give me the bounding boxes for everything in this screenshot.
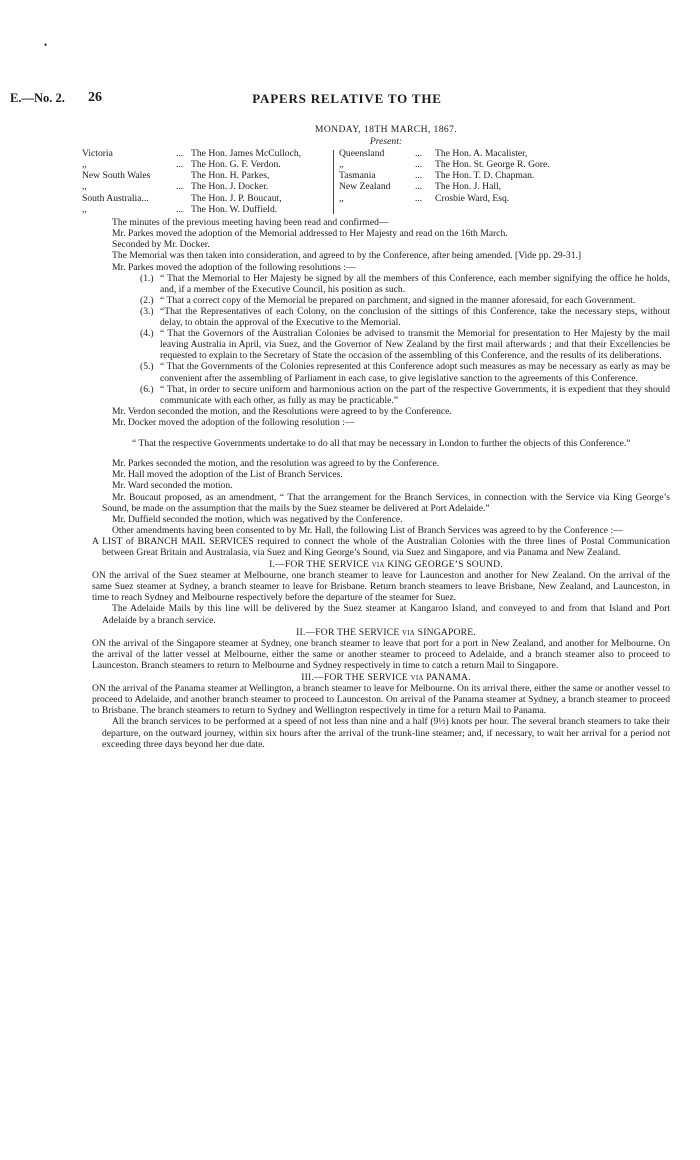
attendee-colony: Victoria (82, 148, 113, 160)
resolution-item (102, 306, 670, 328)
attendee-colony: ,, (339, 159, 344, 171)
resolution-text: “ That the Governments of the Colonies represented at this Conference adopt such measures as may be necessary as early as may be convenient after the assembling of Parliament in each case, to give legislative sanction to the agreements of this Conference. (160, 361, 670, 384)
attendee-name: The Hon. J. P. Boucaut, (191, 192, 282, 204)
page-header (10, 91, 684, 109)
resolution-number: (6.) (140, 383, 154, 395)
attendee-colony: ,, (82, 181, 87, 193)
meeting-date: MONDAY, 18TH MARCH, 1867. (314, 124, 458, 135)
attendee-name: The Hon. T. D. Chapman. (435, 170, 535, 182)
resolution-number: (1.) (140, 272, 154, 284)
attendee-dots: ... (415, 159, 423, 171)
section-heading: I.—FOR THE SERVICE via KING GEORGE’S SOUND. (269, 559, 503, 571)
running-title: PAPERS RELATIVE TO THE (252, 91, 442, 106)
paragraph-boucaut: Mr. Boucaut proposed, as an amendment, “ That the arrangement for the Branch Services, in connection with the Service via King George’s Sound, be made on the assumption that the mails by the Suez steamer be delivered at Port Adelaide.” (102, 491, 670, 514)
attendee-name: The Hon. James McCulloch, (191, 148, 302, 160)
attendee-row (339, 159, 589, 170)
document-reference: E.—No. 2. (10, 91, 65, 105)
resolution-item (102, 384, 670, 406)
resolution-item (102, 295, 670, 306)
paragraph-ward: Mr. Ward seconded the motion. (112, 480, 233, 492)
attendee-colony: ,, (339, 192, 344, 204)
resolution-text: “That the Representatives of each Colony, on the conclusion of the sittings of this Conference, take the necessary steps, without delay, to obtain the approval of the Executive to the Memorial. (160, 305, 670, 329)
present-label: Present: (369, 136, 403, 148)
attendee-colony: ,, (82, 159, 87, 171)
section-paragraph: ON the arrival of the Singapore steamer at Sydney, one branch steamer to leave that port for a port in New Zealand, and another for Melbourne. On the arrival of the latter vessel at Melbourne, either the same or another steamer to proceed to Adelaide, and a branch steamer also to proceed to Launceston. Branch steamers to return to Melbourne and Sydney respectively in time to catch a return Mail to Singapore. (92, 637, 670, 671)
resolution-number: (5.) (140, 361, 154, 373)
attendee-name: The Hon. St. George R. Gore. (435, 159, 550, 171)
resolution-item (102, 361, 670, 383)
paragraph-other-amendments: Other amendments having been consented to by Mr. Hall, the following List of Branch Services was agreed to by the Conference :— (112, 524, 623, 536)
section-paragraph: All the branch services to be performed at a speed of not less than nine and a half (9½) knots per hour. The several branch steamers to take their departure, on the outward journey, within six hours after the arrival of the trunk-line steamer; and, if necessary, to wait her arrival for a period not exceeding three days beyond her due date. (102, 716, 670, 750)
resolution-text: “ That the Governors of the Australian Colonies be advised to transmit the Memorial for presentation to Her Majesty by the mail leaving Australia in April, via Suez, and the Governor of New Zealand by the first mail afterwards ; and that their Excellencies be requested to explain to the Secretary of State the occasion of the assembling of this Conference, and the results of its deliberations. (160, 328, 670, 362)
paragraph-minutes: The minutes of the previous meeting having been read and confirmed— (112, 217, 389, 229)
attendance-left-column (82, 148, 316, 215)
attendee-dots: ... (415, 170, 423, 182)
attendee-colony: New South Wales (82, 170, 151, 182)
resolution-text: “ That the Memorial to Her Majesty be signed by all the members of this Conference, each member signifying the office he holds, and, if a member of the Executive Council, his position as such. (160, 272, 670, 295)
attendee-row (339, 148, 589, 159)
attendee-colony: South Australia... (82, 192, 149, 204)
paragraph-seconded: Seconded by Mr. Docker. (112, 239, 210, 251)
attendee-dots: ... (176, 181, 184, 193)
resolution-item (102, 273, 670, 295)
attendee-dots: ... (176, 203, 184, 215)
paragraph-parkes-moved: Mr. Parkes moved the adoption of the Memorial addressed to Her Majesty and read on the 16th March. (112, 228, 508, 240)
attendee-dots: ... (176, 159, 184, 171)
paragraph-duffield: Mr. Duffield seconded the motion, which was negatived by the Conference. (112, 513, 403, 525)
section-paragraph: ON the arrival of the Suez steamer at Melbourne, one branch steamer to leave for Launceston and another for New Zealand. On the arrival of the same Suez steamer at Sydney, a branch steamer to leave for Brisbane. Return branch steamers to leave Brisbane, New Zealand, and Launceston, in time to reach Sydney and Melbourne respectively before the departure of the steamer for Suez. (92, 570, 670, 604)
resolution-number: (4.) (140, 328, 154, 340)
branch-services-list-title: A LIST of BRANCH MAIL SERVICES required to connect the whole of the Australian Colonies with the three lines of Postal Communication between Great Britain and Australasia, via Suez and King George’s Sound, via Suez and Singapore, and via Panama and New Zealand. (92, 535, 670, 558)
section-paragraph: ON the arrival of the Panama steamer at Wellington, a branch steamer to leave for Melbourne. On its arrival there, either the same or another vessel to proceed to Adelaide, and another branch steamer to proceed to Launceston. On arrival of the Panama steamer at Sydney, a branch steamer to proceed to Brisbane. The branch steamers to return to Sydney and Wellington respectively in time for a return Mail to Panama. (92, 683, 670, 717)
section-heading: III.—FOR THE SERVICE via PANAMA. (301, 672, 471, 684)
attendee-dots: ... (415, 192, 423, 204)
resolution-number: (2.) (140, 294, 154, 306)
attendee-name: The Hon. J. Hall, (435, 181, 502, 193)
attendee-dots: ... (176, 148, 184, 160)
attendee-row (82, 159, 316, 170)
resolution-text: “ That, in order to secure uniform and harmonious action on the part of the respective Governments, it is expedient that they should communicate with each other, as fully as may be practicable.” (160, 383, 670, 406)
resolutions-list (102, 273, 670, 406)
attendee-name: The Hon. W. Duffield. (191, 203, 278, 215)
attendee-row (82, 170, 316, 181)
paragraph-parkes-seconded: Mr. Parkes seconded the motion, and the resolution was agreed to by the Conference. (112, 458, 440, 470)
resolution-number: (3.) (140, 305, 154, 317)
attendee-dots: ... (415, 148, 423, 160)
attendee-colony: Tasmania (339, 170, 376, 182)
attendee-row (339, 181, 589, 192)
paragraph-memorial: The Memorial was then taken into consideration, and agreed to by the Conference, after being amended. [Vide pp. 29-31.] (112, 250, 582, 262)
attendee-name: The Hon. A. Macalister, (435, 148, 528, 160)
section-paragraph: The Adelaide Mails by this line will be delivered by the Suez steamer at Kangaroo Island, and conveyed to and from that Island and Port Adelaide by a branch service. (102, 603, 670, 626)
paragraph-hall: Mr. Hall moved the adoption of the List of Branch Services. (112, 469, 343, 481)
attendee-name: Crosbie Ward, Esq. (435, 192, 510, 204)
paragraph-resolutions-intro: Mr. Parkes moved the adoption of the following resolutions :— (112, 261, 356, 273)
attendance-divider (333, 150, 334, 214)
branch-service-sections (92, 559, 670, 750)
attendee-name: The Hon. J. Docker. (191, 181, 269, 193)
attendee-colony: Queensland (339, 148, 385, 160)
page-corner-mark: • (44, 40, 48, 50)
paragraph-docker: Mr. Docker moved the adoption of the following resolution :— (112, 416, 355, 428)
attendee-row (82, 204, 316, 215)
section-heading: II.—FOR THE SERVICE via SINGAPORE. (296, 626, 476, 638)
document-body (82, 124, 670, 750)
paragraph-docker-quote: “ That the respective Governments undertake to do all that may be necessary in London to further the objects of this Conference.” (132, 437, 631, 449)
attendee-row (82, 148, 316, 159)
attendee-name: The Hon. G. F. Verdon. (191, 159, 281, 171)
attendee-row (339, 193, 589, 204)
attendee-row (339, 170, 589, 181)
attendance-right-column (339, 148, 589, 203)
attendance-table (82, 148, 670, 215)
attendee-row (82, 181, 316, 192)
attendee-name: The Hon. H. Parkes, (191, 170, 270, 182)
attendee-colony: New Zealand (339, 181, 391, 193)
resolution-text: “ That a correct copy of the Memorial be prepared on parchment, and signed in the manner aforesaid, for each Government. (160, 294, 636, 306)
paragraph-verdon: Mr. Verdon seconded the motion, and the Resolutions were agreed to by the Conference. (112, 405, 452, 417)
resolution-item (102, 328, 670, 361)
page-number: 26 (88, 90, 102, 105)
attendee-row (82, 193, 316, 204)
attendee-colony: ,, (82, 203, 87, 215)
attendee-dots: ... (415, 181, 423, 193)
